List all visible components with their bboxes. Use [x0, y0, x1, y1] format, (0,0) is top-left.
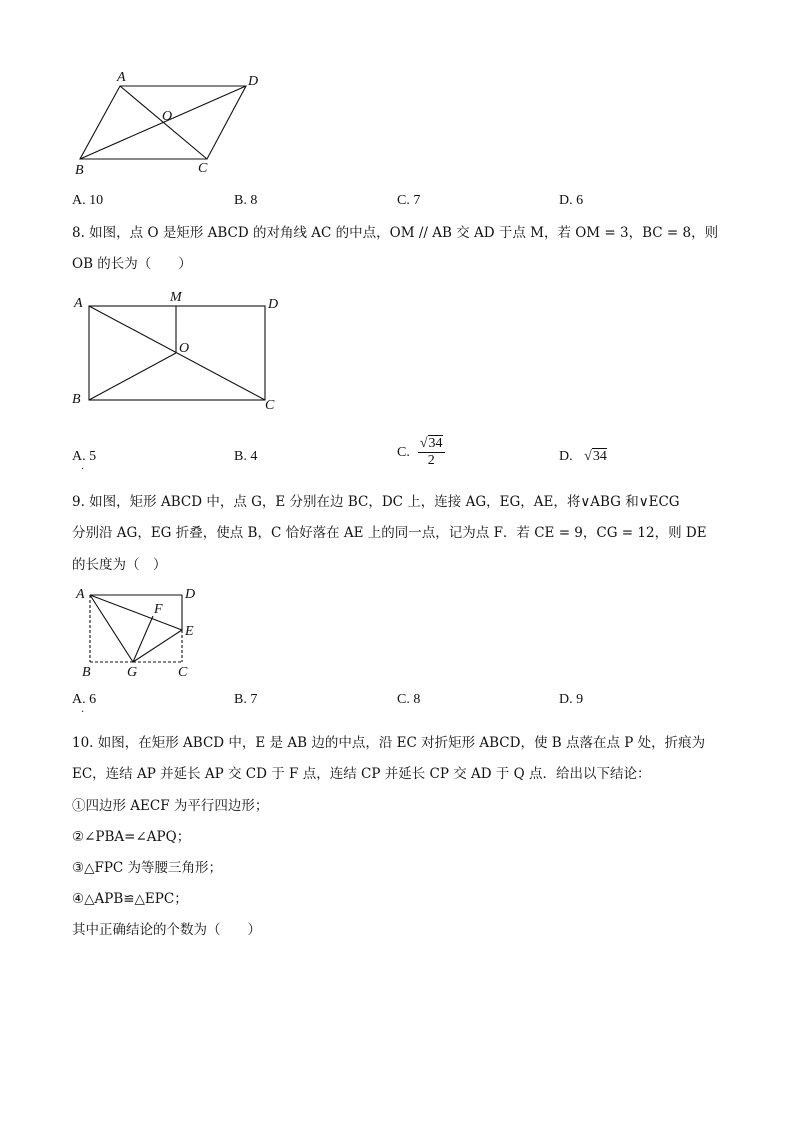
label-d: D — [185, 587, 196, 602]
label-b: B — [72, 392, 81, 407]
label-b: B — [82, 665, 91, 680]
q9-stem-line2: 分别沿 AG，EG 折叠，使点 B，C 恰好落在 AE 上的同一点，记为点 F．若 CE = 9，CG = 12，则 DE — [72, 525, 707, 541]
q10-stem-line1: 10. 如图，在矩形 ABCD 中，E 是 AB 边的中点，沿 EC 对折矩形 ABCD，使 B 点落在点 P 处，折痕为 — [72, 735, 706, 751]
q8-option-c-fraction: $\frac{√34}{2}$ — [419, 436, 443, 468]
q7-option-a: A. 10 — [72, 193, 104, 208]
figure-rectangle-q9 — [70, 584, 210, 680]
label-o: O — [162, 109, 173, 124]
q9-stem-line3: 的长度为（ ） — [72, 557, 167, 573]
q8-option-a: A. 5 — [72, 449, 97, 464]
label-c: C — [265, 398, 275, 413]
q9-option-b: B. 7 — [234, 692, 258, 707]
q10-stem-line2: EC，连结 AP 并延长 AP 交 CD 于 F 点，连结 CP 并延长 CP 交 AD 于 Q 点．给出以下结论： — [72, 766, 651, 782]
q8-option-c-numerator: 34 — [428, 436, 443, 451]
segment-ob — [89, 353, 176, 400]
q7-option-d: D. 6 — [559, 193, 584, 208]
label-c: C — [178, 665, 188, 680]
q8-option-c-prefix: C. — [397, 444, 410, 460]
label-a: A — [74, 296, 83, 311]
q9-option-a: A. 6 — [72, 692, 97, 707]
q7-option-b: B. 8 — [234, 193, 258, 208]
label-d: D — [268, 297, 279, 312]
q8-option-c — [397, 436, 445, 469]
segment-ae — [90, 595, 182, 630]
figure-rectangle-q8 — [68, 286, 288, 414]
q10-conclusion-2: ②∠PBA=∠APQ； — [72, 829, 191, 845]
q10-conclusion-4: ④△APB≌△EPC； — [72, 891, 188, 907]
label-c: C — [198, 161, 208, 176]
q8-stem-line1: 8. 如图，点 O 是矩形 ABCD 的对角线 AC 的中点，OM // AB 交 AD 于点 M，若 OM = 3，BC = 8，则 — [72, 225, 719, 241]
q9-stem-line1: 9. 如图，矩形 ABCD 中，点 G，E 分别在边 BC，DC 上，连接 AG，EG，AE，将∨ABG 和∨ECG — [72, 494, 680, 510]
q8-option-d-radicand: 34 — [592, 449, 607, 464]
label-a: A — [76, 587, 85, 602]
label-e: E — [185, 624, 194, 639]
q10-conclusion-1: ①四边形 AECF 为平行四边形； — [72, 798, 269, 814]
label-b: B — [75, 163, 84, 178]
q9-option-d: D. 9 — [559, 692, 584, 707]
label-d: D — [248, 74, 259, 89]
q8-stem-line2: OB 的长为（ ） — [72, 256, 192, 272]
label-o: O — [179, 341, 190, 356]
q8-option-b: B. 4 — [234, 449, 258, 464]
q8-option-d-prefix: D. — [559, 449, 573, 464]
q10-conclusion-3: ③△FPC 为等腰三角形； — [72, 860, 223, 876]
q8-option-d: D. √34 — [559, 449, 607, 464]
figure-parallelogram — [70, 66, 280, 180]
q7-option-c: C. 7 — [397, 193, 421, 208]
q10-question-end: 其中正确结论的个数为（ ） — [72, 922, 261, 938]
label-f: F — [154, 602, 163, 617]
q8-option-c-denominator: 2 — [427, 453, 435, 468]
label-m: M — [170, 290, 182, 305]
segment-ag — [90, 595, 133, 662]
label-g: G — [127, 665, 138, 680]
q9-option-c: C. 8 — [397, 692, 421, 707]
label-a: A — [117, 70, 126, 85]
